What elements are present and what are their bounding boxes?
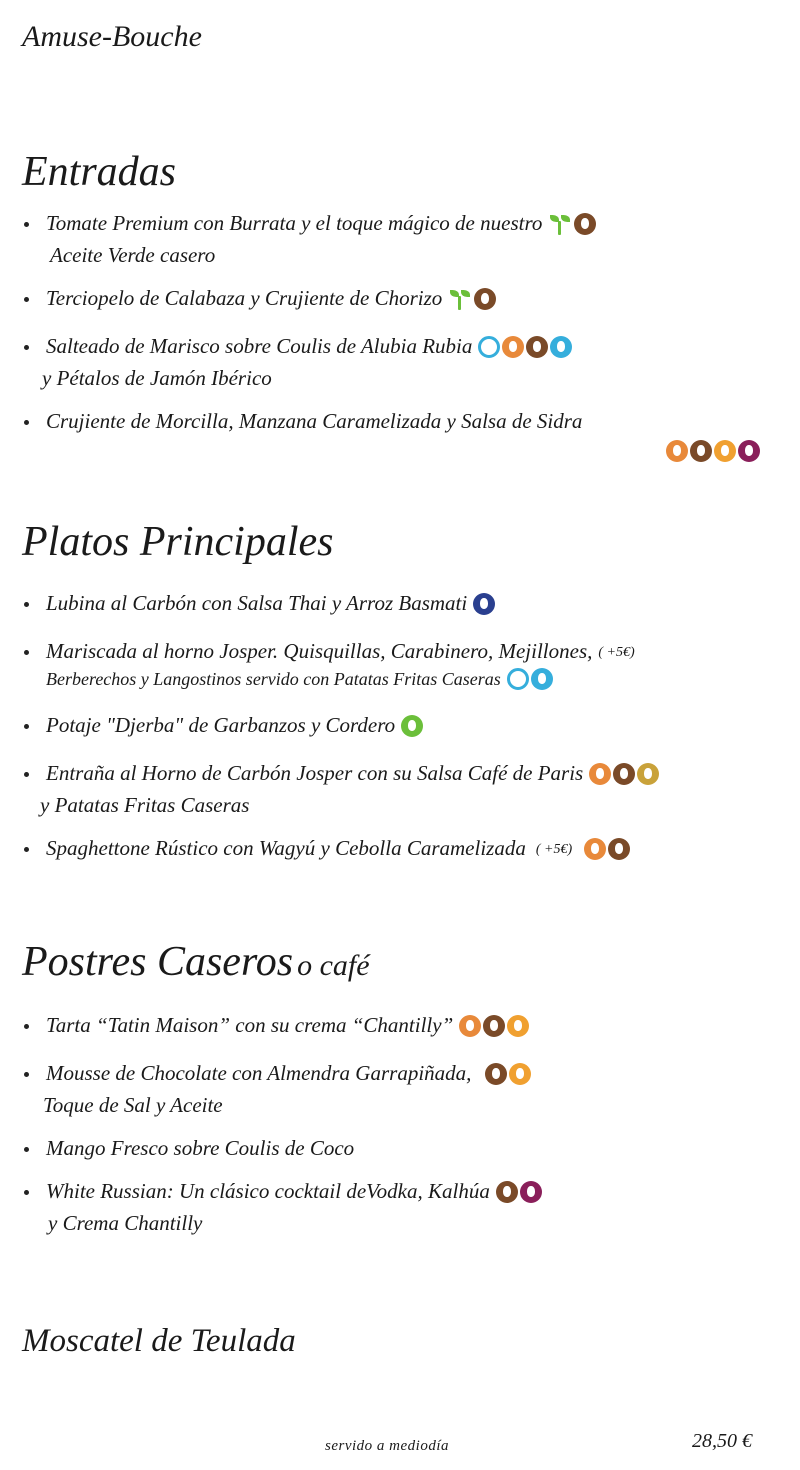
allergen-icons [448,288,498,317]
dish-name: White Russian: Un clásico cocktail deVodka, Kalhúa [46,1179,490,1203]
list-item [0,408,800,469]
allergen-icons [485,1063,533,1092]
dish-description: Toque de Sal y Aceite [43,1093,223,1117]
celery-icon [401,715,423,737]
dish-name: Salteado de Marisco sobre Coulis de Alubia Rubia [46,334,473,358]
allergen-icons [548,213,598,242]
footer-note: servido a mediodía [325,1438,449,1454]
allergen-icons [589,763,661,792]
menu-price: 28,50 € [692,1430,752,1452]
gluten-icon [502,336,524,358]
milk-icon [608,838,630,860]
list-item [0,1135,800,1162]
milk-icon [613,763,635,785]
egg-icon [507,1015,529,1037]
dish-name: Potaje "Djerba" de Garbanzos y Cordero [46,713,396,737]
dish-name: Mousse de Chocolate con Almendra Garrapiñada, [46,1061,472,1085]
dish-name: Terciopelo de Calabaza y Crujiente de Chorizo [46,286,443,310]
milk-icon [496,1181,518,1203]
allergen-icons [478,336,574,365]
dish-description: y Crema Chantilly [48,1211,203,1235]
list-item [0,285,800,317]
gluten-icon [666,440,688,462]
list-item [0,835,800,867]
list-item [0,712,800,744]
milk-icon [485,1063,507,1085]
fish-icon [473,593,495,615]
sprout-icon [548,213,572,235]
egg-icon [509,1063,531,1085]
milk-icon [483,1015,505,1037]
list-item [0,210,800,269]
sprout-icon [448,288,472,310]
gluten-icon [589,763,611,785]
gluten-icon [459,1015,481,1037]
list-item [0,1178,800,1237]
allergen-icons [584,838,632,867]
crustacean-icon [550,336,572,358]
platos-list [0,590,800,867]
milk-icon [690,440,712,462]
allergen-icons [401,715,425,744]
dish-description: Aceite Verde casero [50,243,216,267]
milk-icon [474,288,496,310]
milk-icon [574,213,596,235]
dish-name: Tarta “Tatin Maison” con su crema “Chantilly” [46,1013,454,1037]
dish-name: Lubina al Carbón con Salsa Thai y Arroz Basmati [46,591,468,615]
allergen-icons [496,1181,544,1210]
dish-description: y Pétalos de Jamón Ibérico [42,366,272,390]
allergen-icons [473,593,497,622]
crustacean-icon [531,668,553,690]
sulphite-icon [520,1181,542,1203]
dish-description: y Patatas Fritas Caseras [40,793,250,817]
mustard-icon [637,763,659,785]
dish-description: Berberechos y Langostinos servido con Patatas Fritas Caseras [46,666,800,698]
dish-name: Tomate Premium con Burrata y el toque mágico de nuestro [46,211,543,235]
allergen-icons [507,668,555,698]
list-item [0,1060,800,1119]
mollusc-icon [507,668,529,690]
postres-list [0,1012,800,1237]
dish-name: Entraña al Horno de Carbón Josper con su Salsa Café de Paris [46,761,584,785]
egg-icon [714,440,736,462]
price-supplement: ( +5€) [598,645,635,660]
moscatel-heading: Moscatel de Teulada [22,1323,296,1359]
dish-name: Spaghettone Rústico con Wagyú y Cebolla Caramelizada [46,836,526,860]
sulphite-icon [738,440,760,462]
dish-name: Mango Fresco sobre Coulis de Coco [46,1136,355,1160]
gluten-icon [584,838,606,860]
list-item [0,333,800,392]
allergen-icons [459,1015,531,1044]
list-item [0,638,800,698]
postres-heading: Postres Caseros o café [22,939,370,985]
price-supplement: ( +5€) [535,842,573,857]
list-item [0,590,800,622]
dish-name: Crujiente de Morcilla, Manzana Caramelizada y Salsa de Sidra [46,409,583,433]
mollusc-icon [478,336,500,358]
platos-heading: Platos Principales [22,519,334,565]
entradas-list [0,210,800,469]
allergen-icons [46,437,800,469]
amuse-bouche-heading: Amuse-Bouche [22,20,202,53]
entradas-heading: Entradas [22,149,177,195]
list-item [0,1012,800,1044]
list-item [0,760,800,819]
postres-suffix: o café [297,949,370,982]
milk-icon [526,336,548,358]
dish-name: Mariscada al horno Josper. Quisquillas, Carabinero, Mejillones, [46,639,593,663]
